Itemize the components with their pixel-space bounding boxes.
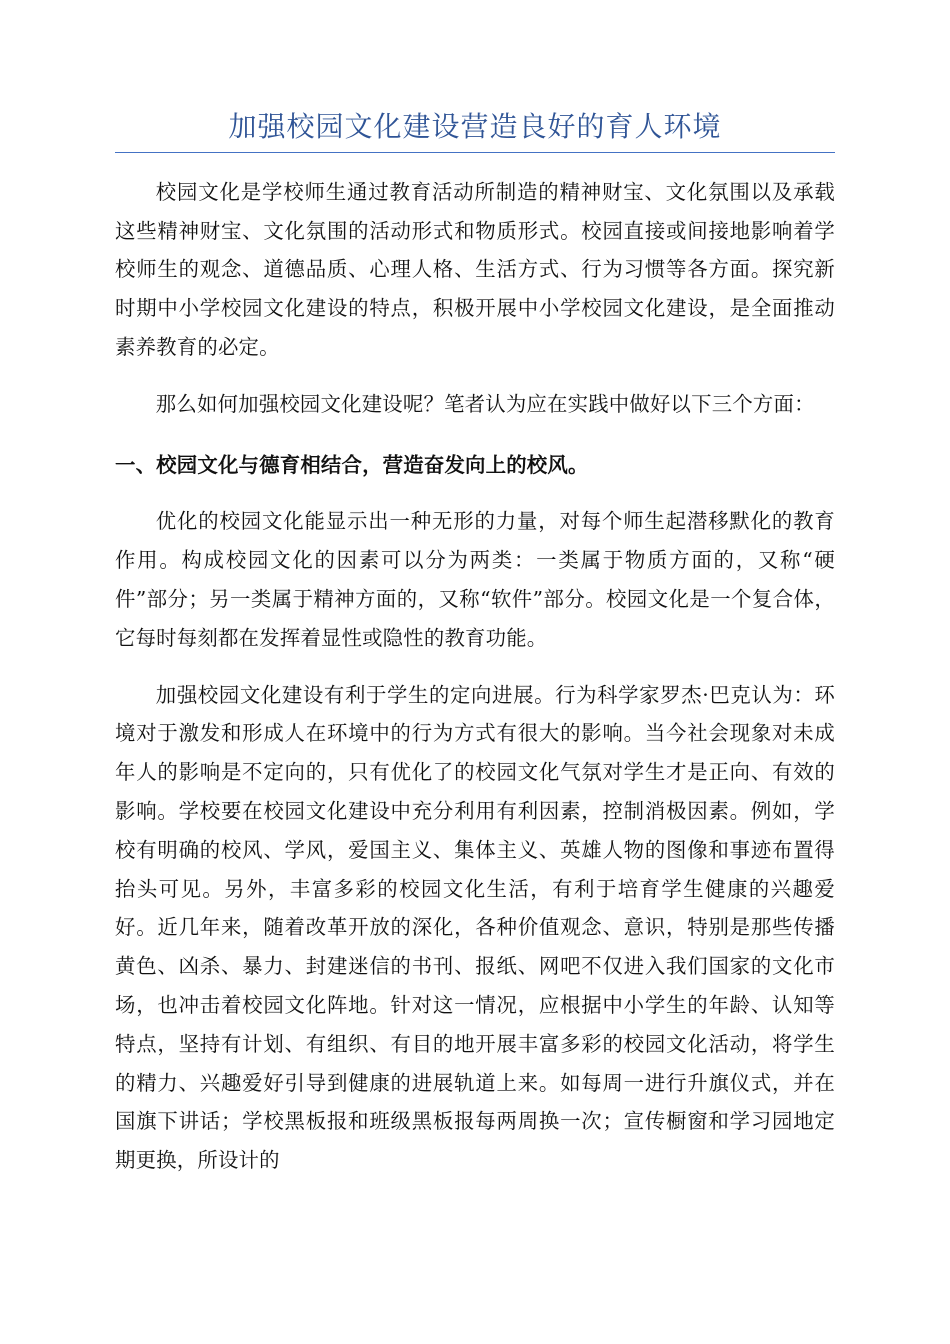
document-title: 加强校园文化建设营造良好的育人环境: [228, 110, 722, 143]
section-heading-1: 一、校园文化与德育相结合，营造奋发向上的校风。: [115, 452, 589, 477]
paragraph-campus-culture-force: 优化的校园文化能显示出一种无形的力量，对每个师生起潜移默化的教育作用。构成校园文化的因素可以分为两类：一类属于物质方面的，又称“硬件”部分；另一类属于精神方面的，又称“软件”部分。校园文化是一个复合体，它每时每刻都在发挥着显性或隐性的教育功能。: [115, 509, 835, 650]
document-page: [115, 105, 835, 1180]
title-underline: [115, 152, 835, 153]
paragraph-intro: 校园文化是学校师生通过教育活动所制造的精神财宝、文化氛围以及承载这些精神财宝、文化氛围的活动形式和物质形式。校园直接或间接地影响着学校师生的观念、道德品质、心理人格、生活方式、行为习惯等各方面。探究新时期中小学校园文化建设的特点，积极开展中小学校园文化建设，是全面推动素养教育的必定。: [115, 179, 835, 359]
paragraph-question: 那么如何加强校园文化建设呢？笔者认为应在实践中做好以下三个方面：: [155, 391, 815, 416]
paragraph-directional-development: 加强校园文化建设有利于学生的定向进展。行为科学家罗杰·巴克认为：环境对于激发和形成人在环境中的行为方式有很大的影响。当今社会现象对未成年人的影响是不定向的，只有优化了的校园文化气氛对学生才是正向、有效的影响。学校要在校园文化建设中充分利用有利因素，控制消极因素。例如，学校有明确的校风、学风，爱国主义、集体主义、英雄人物的图像和事迹布置得抬头可见。另外，丰富多彩的校园文化生活，有利于培育学生健康的兴趣爱好。近几年来，随着改革开放的深化，各种价值观念、意识，特别是那些传播黄色、凶杀、暴力、封建迷信的书刊、报纸、网吧不仅进入我们国家的文化市场，也冲击着校园文化阵地。针对这一情况，应根据中小学生的年龄、认知等特点，坚持有计划、有组织、有目的地开展丰富多彩的校园文化活动，将学生的精力、兴趣爱好引导到健康的进展轨道上来。如每周一进行升旗仪式，并在国旗下讲话；学校黑板报和班级黑板报每两周换一次；宣传橱窗和学习园地定期更换，所设计的: [115, 682, 835, 1173]
